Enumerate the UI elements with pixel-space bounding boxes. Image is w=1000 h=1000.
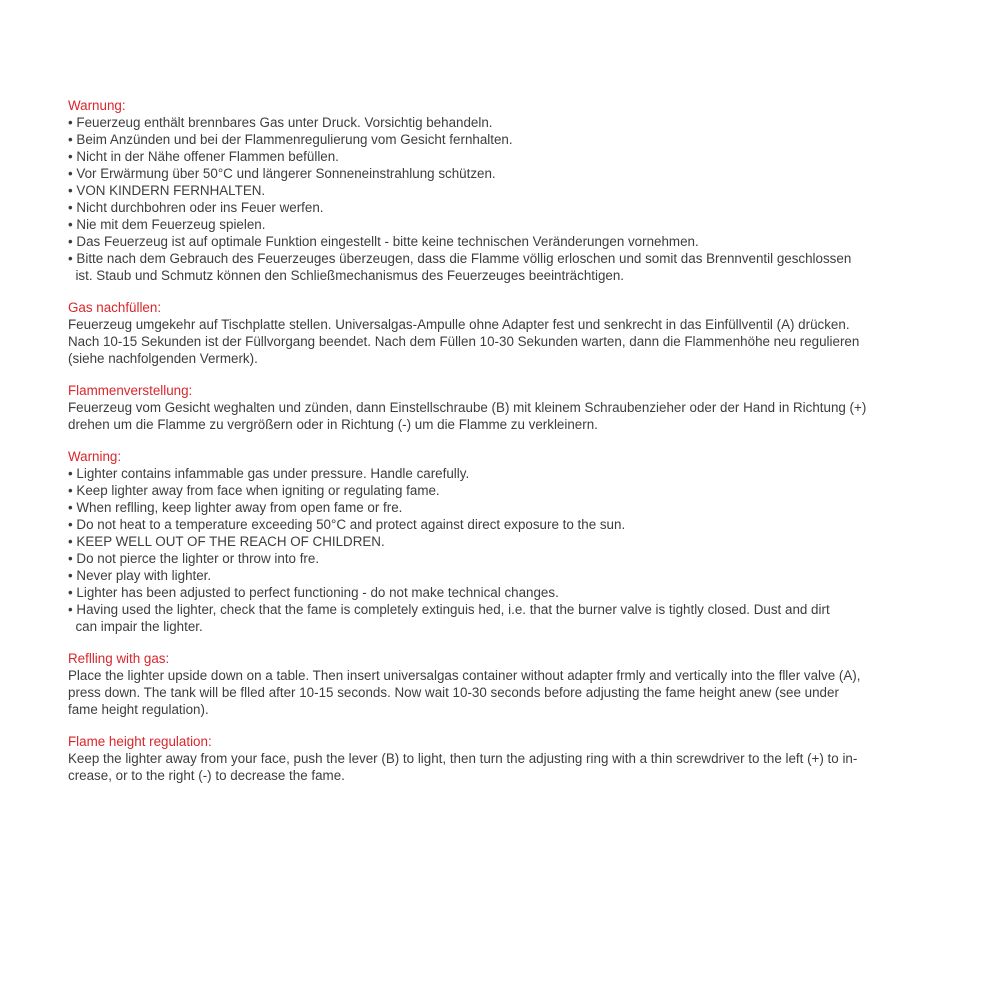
text-line: • Keep lighter away from face when igniting or regulating fame. [68,483,440,498]
section [68,299,968,367]
text-line: • Never play with lighter. [68,568,212,583]
text-line: press down. The tank will be flled after 10-15 seconds. Now wait 10-30 seconds before adjusting the fame height anew (see under [68,685,839,700]
text-line: Feuerzeug umgekehr auf Tischplatte stellen. Universalgas-Ampulle ohne Adapter fest und senkrecht in das Einfüllventil (A) drücken. [68,317,850,332]
section-heading: Warnung: [68,98,126,113]
text-line: Keep the lighter away from your face, push the lever (B) to light, then turn the adjusting ring with a thin screwdriver to the left (+) to in- [68,751,858,766]
text-line: • When reflling, keep lighter away from open fame or fre. [68,500,403,515]
text-line: • VON KINDERN FERNHALTEN. [68,183,266,198]
text-line: Feuerzeug vom Gesicht weghalten und zünden, dann Einstellschraube (B) mit kleinem Schraubenzieher oder der Hand in Richtung (+) [68,400,867,415]
text-line: • Vor Erwärmung über 50°C und längerer Sonneneinstrahlung schützen. [68,166,496,181]
text-line: drehen um die Flamme zu vergrößern oder in Richtung (-) um die Flamme zu verkleinern. [68,417,598,432]
text-line: Nach 10-15 Sekunden ist der Füllvorgang beendet. Nach dem Füllen 10-30 Sekunden warten, dann die Flammenhöhe neu regulieren [68,334,860,349]
text-line: • Bitte nach dem Gebrauch des Feuerzeuges überzeugen, dass die Flamme völlig erloschen und somit das Brennventil geschlossen [68,251,852,266]
text-line: Place the lighter upside down on a table. Then insert universalgas container without adapter frmly and vertically into the fller valve (A), [68,668,861,683]
section [68,733,968,784]
text-line: crease, or to the right (-) to decrease the fame. [68,768,345,783]
section-heading: Flammenverstellung: [68,383,193,398]
text-line: ist. Staub und Schmutz können den Schließmechanismus des Feuerzeuges beeinträchtigen. [68,268,625,283]
text-line: • Nicht durchbohren oder ins Feuer werfen. [68,200,324,215]
text-line: • Lighter contains infammable gas under pressure. Handle carefully. [68,466,470,481]
text-line: • Beim Anzünden und bei der Flammenregulierung vom Gesicht fernhalten. [68,132,513,147]
section-heading: Flame height regulation: [68,734,212,749]
text-line: • Nie mit dem Feuerzeug spielen. [68,217,266,232]
section [68,97,968,284]
section [68,382,968,433]
text-line: • Do not pierce the lighter or throw into fre. [68,551,320,566]
text-line: • KEEP WELL OUT OF THE REACH OF CHILDREN. [68,534,385,549]
text-line: • Feuerzeug enthält brennbares Gas unter Druck. Vorsichtig behandeln. [68,115,493,130]
section-heading: Warning: [68,449,122,464]
section-heading: Reflling with gas: [68,651,170,666]
document-body [68,97,968,799]
section [68,650,968,718]
text-line: • Nicht in der Nähe offener Flammen befüllen. [68,149,339,164]
text-line: fame height regulation). [68,702,209,717]
text-line: • Do not heat to a temperature exceeding 50°C and protect against direct exposure to the sun. [68,517,626,532]
text-line: (siehe nachfolgenden Vermerk). [68,351,258,366]
section-heading: Gas nachfüllen: [68,300,162,315]
text-line: • Lighter has been adjusted to perfect functioning - do not make technical changes. [68,585,559,600]
text-line: • Das Feuerzeug ist auf optimale Funktion eingestellt - bitte keine technischen Veränderungen vornehmen. [68,234,699,249]
section [68,448,968,635]
text-line: • Having used the lighter, check that the fame is completely extinguis hed, i.e. that the burner valve is tightly closed. Dust and dirt [68,602,830,617]
text-line: can impair the lighter. [68,619,203,634]
